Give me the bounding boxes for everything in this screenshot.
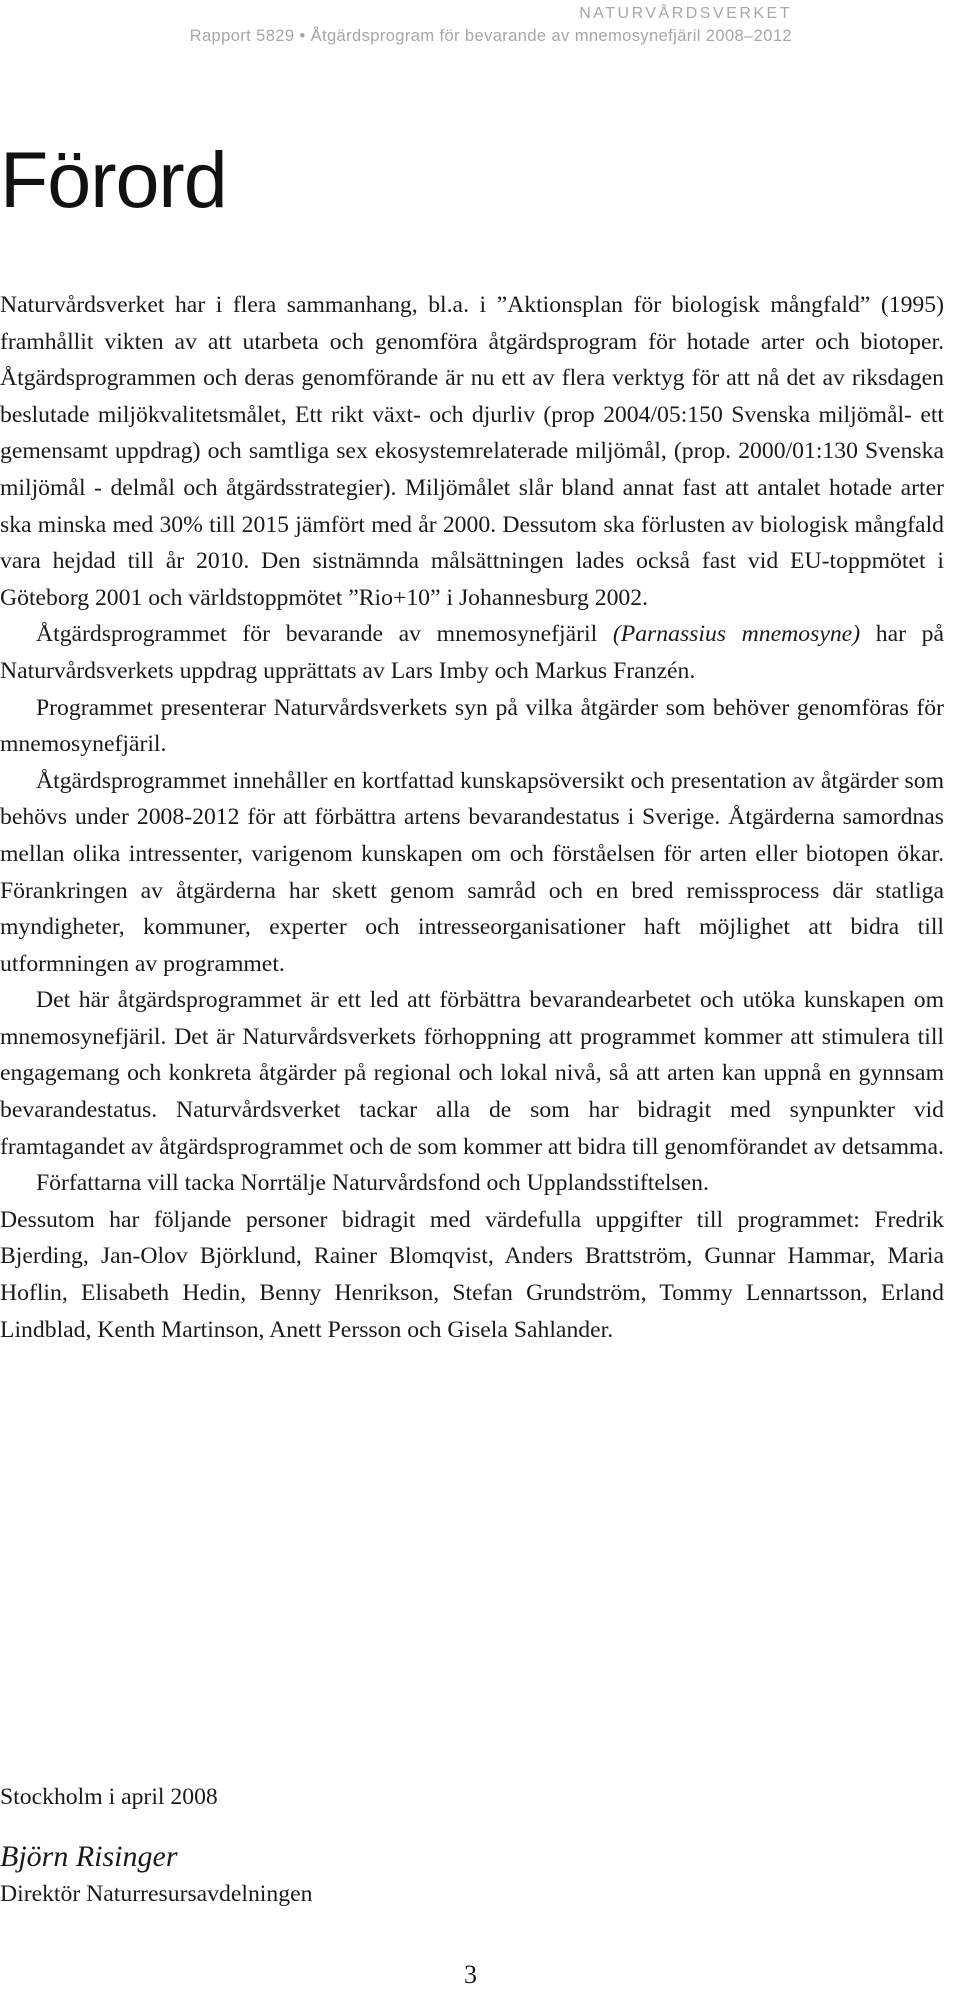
paragraph-4-text: Åtgärdsprogrammet innehåller en kortfattad kunskapsöversikt och presentation av åtgärder som behövs under 2008-2012 för att förbättra artens bevarandestatus i Sverige. Åtgärderna samordnas mellan olika intressenter, varigenom kunskapen om och förståelsen för arten eller biotopen ökar. Förankringen av åtgärderna har skett genom samråd och en bred remissprocess där statliga myndigheter, kommuner, experter och intresseorganisationer haft möjlighet att bidra till utformningen av programmet. <box>0 767 944 977</box>
paragraph-6-text: Författarna vill tacka Norrtälje Naturvårdsfond och Upplandsstiftelsen. <box>36 1170 709 1197</box>
signer-title: Direktör Naturresursavdelningen <box>0 1881 313 1907</box>
publisher-name: NATURVÅRDSVERKET <box>579 5 792 22</box>
page-number: 3 <box>464 1960 477 1989</box>
paragraph-2 <box>0 616 944 689</box>
paragraph-2-text: Åtgärdsprogrammet för bevarande av mnemosynefjäril <box>36 621 613 648</box>
paragraph-6 <box>0 1165 944 1202</box>
report-title: Rapport 5829 • Åtgärdsprogram för bevarande av mnemosynefjäril 2008–2012 <box>189 27 792 45</box>
paragraph-5 <box>0 982 944 1165</box>
preface-body <box>0 287 944 1348</box>
paragraph-4 <box>0 763 944 983</box>
place-and-date: Stockholm i april 2008 <box>0 1784 218 1810</box>
paragraph-7 <box>0 1202 944 1348</box>
signature-name: Björn Risinger <box>0 1840 178 1873</box>
paragraph-1-text: Naturvårdsverket har i flera sammanhang, bl.a. i ”Aktionsplan för biologisk mångfald” (1995) framhållit vikten av att utarbeta och genomföra åtgärdsprogram för hotade arter och biotoper. Åtgärdsprogrammen och deras genomförande är nu ett av flera verktyg för att nå det av riksdagen beslutade miljökvalitetsmålet, Ett rikt växt- och djurliv (prop 2004/05:150 Svenska miljömål- ett gemensamt uppdrag) och samtliga sex ekosystemrelaterade miljömål, (prop. 2000/01:130 Svenska miljömål - delmål och åtgärdsstrategier). Miljömålet slår bland annat fast att antalet hotade arter ska minska med 30% till 2015 jämfört med år 2000. Dessutom ska förlusten av biologisk mångfald vara hejdad till år 2010. Den sistnämnda målsättningen lades också fast vid EU-toppmötet i Göteborg 2001 och världstoppmötet ”Rio+10” i Johannesburg 2002. <box>0 292 944 611</box>
paragraph-2-text-end: har på Naturvårdsverkets uppdrag upprättats av Lars Imby och Markus Franzén. <box>0 621 944 684</box>
paragraph-3-text: Programmet presenterar Naturvårdsverkets syn på vilka åtgärder som behöver genomföras för mnemosynefjäril. <box>0 694 944 758</box>
paragraph-5-text: Det här åtgärdsprogrammet är ett led att förbättra bevarandearbetet och utöka kunskapen om mnemosynefjäril. Det är Naturvårdsverkets förhoppning att programmet kommer att stimulera till engagemang och konkreta åtgärder på regional och lokal nivå, så att arten kan uppnå en gynnsam bevarandestatus. Naturvårdsverket tackar alla de som har bidragit med synpunkter vid framtagandet av åtgärdsprogrammet och de som kommer att bidra till genomförandet av detsamma. <box>0 987 944 1160</box>
running-header <box>190 0 792 47</box>
species-name: (Parnassius mnemosyne) <box>612 621 861 648</box>
paragraph-3 <box>0 690 944 763</box>
page-title: Förord <box>0 135 227 224</box>
paragraph-1 <box>0 287 944 616</box>
paragraph-7-text: Dessutom har följande personer bidragit med värdefulla uppgifter till programmet: Fredrik Bjerding, Jan-Olov Björklund, Rainer Blomqvist, Anders Brattström, Gunnar Hammar, Maria Hoflin, Elisabeth Hedin, Benny Henrikson, Stefan Grundström, Tommy Lennartsson, Erland Lindblad, Kenth Martinson, Anett Persson och Gisela Sahlander. <box>0 1206 944 1343</box>
